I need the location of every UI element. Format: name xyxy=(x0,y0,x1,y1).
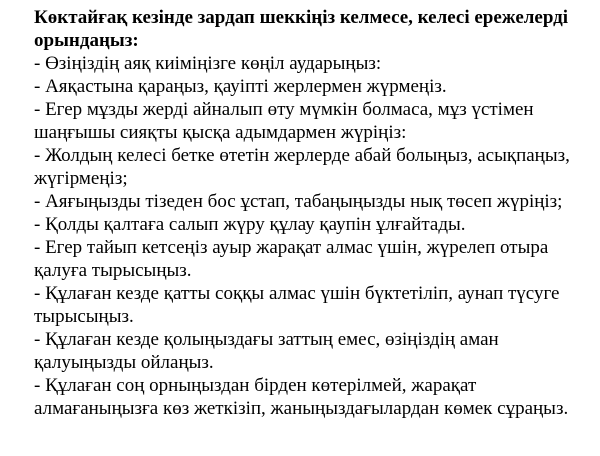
rule-item-short-steps: - Егер мұзды жерді айналып өту мүмкін болмаса, мұз үстімен шаңғышы сияқты қысқа адымдармен жүріңіз: xyxy=(34,99,534,143)
rule-list xyxy=(34,52,592,420)
rule-item-slip: - Егер тайып кетсеңіз ауыр жарақат алмас үшін, жүрелеп отыра қалуға тырысыңыз. xyxy=(34,237,549,281)
rule-item-safety: - Құлаған кезде қолыңыздағы заттың емес, өзіңіздің аман қалуыңызды ойлаңыз. xyxy=(34,329,499,373)
rule-item-roll: - Құлаған кезде қатты соққы алмас үшін бүктетіліп, аунап түсуге тырысыңыз. xyxy=(34,283,560,327)
rule-item-hands: - Қолды қалтаға салып жүру құлау қаупін ұлғайтады. xyxy=(34,214,466,235)
rule-item-watch-step: - Аяқастына қараңыз, қауіпті жерлермен жүрмеңіз. xyxy=(34,76,447,97)
rule-item-crossing: - Жолдың келесі бетке өтетін жерлерде абай болыңыз, асықпаңыз, жүгірмеңіз; xyxy=(34,145,570,189)
rule-item-knees: - Аяғыңызды тізеден бос ұстап, табаңыңызды нық төсеп жүріңіз; xyxy=(34,191,563,212)
rule-item-footwear: - Өзіңіздің аяқ киіміңізге көңіл аударыңыз: xyxy=(34,53,382,74)
document-heading: Көктайғақ кезінде зардап шеккіңіз келмесе, келесі ережелерді орындаңыз: xyxy=(34,7,569,51)
rule-item-after-fall: - Құлаған соң орныңыздан бірден көтерілмей, жарақат алмағаныңызға көз жеткізіп, жаныңыздағылардан көмек сұраңыз. xyxy=(34,375,569,419)
